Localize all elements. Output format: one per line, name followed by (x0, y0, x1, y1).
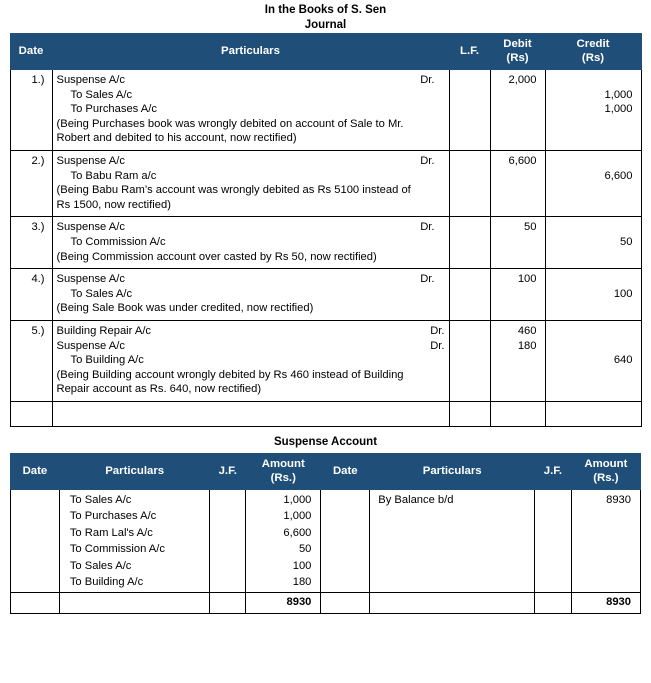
journal-entry-lf (449, 70, 490, 151)
journal-blank-debit (490, 401, 545, 426)
journal-account-name: To Sales A/c (70, 88, 133, 101)
list-item: To Sales A/c (69, 559, 132, 572)
journal-entry-no: 1.) (10, 70, 52, 151)
journal-entry-lf (449, 217, 490, 269)
journal-narration-line: (Being Babu Ram’s account was wrongly debited as Rs 5100 instead of (56, 184, 411, 197)
journal-line (57, 220, 445, 235)
journal-credit-amount: 640 (613, 354, 633, 367)
table-row (10, 70, 641, 151)
journal-account-name: Building Repair A/c (56, 324, 152, 337)
journal-entry-lf (449, 269, 490, 321)
journal-entry-no: 3.) (10, 217, 52, 269)
journal-narration-line: Repair account as Rs. 640, now rectified) (56, 383, 262, 396)
journal-col-debit-line2: (Rs) (506, 52, 529, 64)
journal-dr-marker: Dr. (420, 74, 435, 86)
ledger-total-amount-right: 8930 (571, 593, 640, 614)
amount-value: 50 (298, 543, 312, 556)
journal-entry-credit (545, 217, 641, 269)
journal-entry-debit (490, 217, 545, 269)
journal-dr-marker: Dr. (420, 273, 435, 286)
journal-narration-line: (Being Building account wrongly debited by Rs 460 instead of Building (56, 368, 404, 381)
journal-header-row (10, 34, 641, 70)
ledger-header-row (11, 453, 641, 489)
journal-credit-amount: 50 (620, 235, 633, 248)
journal-blank-lf (449, 401, 490, 426)
journal-table (10, 33, 642, 427)
journal-dr-marker: Dr. (420, 221, 435, 234)
table-row (10, 150, 641, 216)
journal-col-particulars: Particulars (52, 34, 449, 70)
journal-entry-lf (449, 320, 490, 401)
journal-narration-line: (Being Commission account over casted by Rs 50, now rectified) (56, 250, 377, 263)
journal-entry-particulars (52, 217, 449, 269)
ledger-table-body (11, 489, 641, 613)
list-item: By Balance b/d (378, 493, 454, 506)
ledger-credit-dates (321, 489, 370, 592)
ledger-col-amount-right (571, 453, 640, 489)
journal-blank-date (10, 401, 52, 426)
journal-account-name: Suspense A/c (56, 154, 125, 167)
journal-line (57, 154, 445, 169)
journal-debit-amount: 50 (524, 221, 537, 234)
ledger-total-row (11, 593, 641, 614)
journal-entry-credit (545, 150, 641, 216)
journal-entry-no: 2.) (10, 150, 52, 216)
journal-entry-debit (490, 320, 545, 401)
ledger-col-amount-left-line2: (Rs.) (270, 471, 296, 484)
journal-narration-line: Robert and debited to his account, now rectified) (56, 132, 297, 145)
journal-debit-amount: 100 (517, 273, 537, 286)
amount-value: 100 (292, 559, 312, 572)
page-subtitle: Journal (304, 19, 347, 31)
journal-account-name: Suspense A/c (56, 74, 125, 86)
ledger-debit-particulars (59, 489, 210, 592)
journal-col-date: Date (10, 34, 52, 70)
journal-entry-credit (545, 320, 641, 401)
ledger-col-amount-left (246, 453, 321, 489)
ledger-table-header (11, 453, 641, 489)
journal-debit-amount: 6,600 (508, 154, 537, 167)
table-row (10, 320, 641, 401)
ledger-col-particulars-left: Particulars (59, 453, 210, 489)
table-row (10, 217, 641, 269)
journal-credit-spacer (550, 324, 633, 339)
journal-account-name: To Babu Ram a/c (70, 169, 157, 182)
journal-entry-no: 5.) (10, 320, 52, 401)
journal-account-name: To Sales A/c (70, 287, 133, 300)
journal-col-lf: L.F. (449, 34, 490, 70)
journal-account-name: Suspense A/c (56, 221, 125, 234)
journal-line (57, 73, 445, 88)
journal-table-header (10, 34, 641, 70)
ledger-total-date-right (321, 593, 370, 614)
journal-account-name: Suspense A/c (56, 273, 125, 286)
ledger-total-label-right (370, 593, 535, 614)
ledger-col-date-right: Date (321, 453, 370, 489)
table-row (11, 489, 641, 592)
ledger-total-label-left (59, 593, 210, 614)
amount-value: 1,000 (283, 493, 312, 506)
ledger-col-amount-right-line1: Amount (584, 457, 628, 470)
journal-blank-row (10, 401, 641, 426)
table-row (10, 269, 641, 321)
list-item: To Sales A/c (69, 493, 132, 506)
journal-blank-credit (545, 401, 641, 426)
journal-entry-particulars (52, 150, 449, 216)
ledger-debit-dates (11, 489, 60, 592)
journal-col-credit (545, 34, 641, 70)
journal-narration-line: (Being Sale Book was under credited, now rectified) (56, 302, 314, 315)
journal-narration-line: (Being Purchases book was wrongly debited on account of Sale to Mr. (56, 117, 404, 130)
list-item: To Ram Lal's A/c (69, 526, 153, 539)
journal-account-name: To Commission A/c (70, 235, 166, 248)
journal-dr-marker: Dr. (430, 339, 445, 352)
ledger-col-amount-left-line1: Amount (261, 457, 305, 470)
journal-entry-particulars (52, 320, 449, 401)
list-item: To Commission A/c (69, 543, 165, 556)
journal-dr-marker: Dr. (420, 154, 435, 167)
journal-col-credit-line1: Credit (576, 38, 610, 50)
journal-col-credit-line2: (Rs) (581, 52, 605, 64)
ledger-credit-particulars (370, 489, 535, 592)
journal-debit-amount: 2,000 (508, 74, 537, 86)
amount-value: 1,000 (283, 510, 312, 523)
ledger-total-jf-left (210, 593, 246, 614)
ledger-total-date-left (11, 593, 60, 614)
journal-narration-line: Rs 1500, now rectified) (56, 198, 171, 211)
journal-credit-spacer (550, 73, 633, 88)
journal-line (57, 272, 445, 287)
journal-credit-spacer (550, 339, 633, 354)
journal-col-debit (490, 34, 545, 70)
journal-entry-debit (490, 150, 545, 216)
ledger-credit-jf (535, 489, 572, 592)
journal-account-name: Suspense A/c (56, 339, 125, 352)
ledger-col-jf-left: J.F. (210, 453, 246, 489)
page-title: In the Books of S. Sen (264, 4, 387, 16)
ledger-total-jf-right (535, 593, 572, 614)
list-item: To Purchases A/c (69, 510, 157, 523)
journal-credit-spacer (550, 220, 633, 235)
ledger-title: Suspense Account (273, 435, 378, 448)
journal-credit-amount: 6,600 (604, 169, 633, 182)
journal-entry-debit (490, 70, 545, 151)
journal-account-name: To Building A/c (70, 354, 144, 367)
journal-account-name: To Purchases A/c (70, 103, 157, 116)
journal-table-body (10, 70, 641, 427)
ledger-credit-amounts (571, 489, 640, 592)
journal-entry-debit (490, 269, 545, 321)
ledger-col-date-left: Date (11, 453, 60, 489)
amount-value: 6,600 (283, 526, 312, 539)
journal-entry-lf (449, 150, 490, 216)
journal-entry-no: 4.) (10, 269, 52, 321)
ledger-col-particulars-right: Particulars (370, 453, 535, 489)
journal-credit-amount: 100 (613, 287, 633, 300)
ledger-debit-amounts (246, 489, 321, 592)
journal-col-debit-line1: Debit (503, 38, 532, 50)
journal-line (57, 339, 445, 354)
ledger-debit-jf (210, 489, 246, 592)
journal-dr-marker: Dr. (430, 324, 445, 337)
journal-credit-spacer (550, 154, 633, 169)
journal-credit-amount: 1,000 (604, 103, 633, 116)
journal-debit-amount: 180 (517, 339, 537, 352)
journal-entry-particulars (52, 269, 449, 321)
amount-value: 180 (292, 575, 312, 588)
amount-value: 8930 (606, 493, 631, 506)
journal-line (57, 324, 445, 339)
journal-entry-particulars (52, 70, 449, 151)
ledger-col-amount-right-line2: (Rs.) (593, 471, 619, 484)
journal-credit-spacer (550, 272, 633, 287)
ledger-total-amount-left: 8930 (246, 593, 321, 614)
journal-entry-credit (545, 70, 641, 151)
journal-entry-credit (545, 269, 641, 321)
journal-credit-amount: 1,000 (604, 88, 633, 101)
suspense-account-table (10, 453, 641, 614)
list-item: To Building A/c (69, 575, 144, 588)
journal-blank-particulars (52, 401, 449, 426)
journal-debit-amount: 460 (517, 324, 537, 337)
ledger-col-jf-right: J.F. (535, 453, 572, 489)
